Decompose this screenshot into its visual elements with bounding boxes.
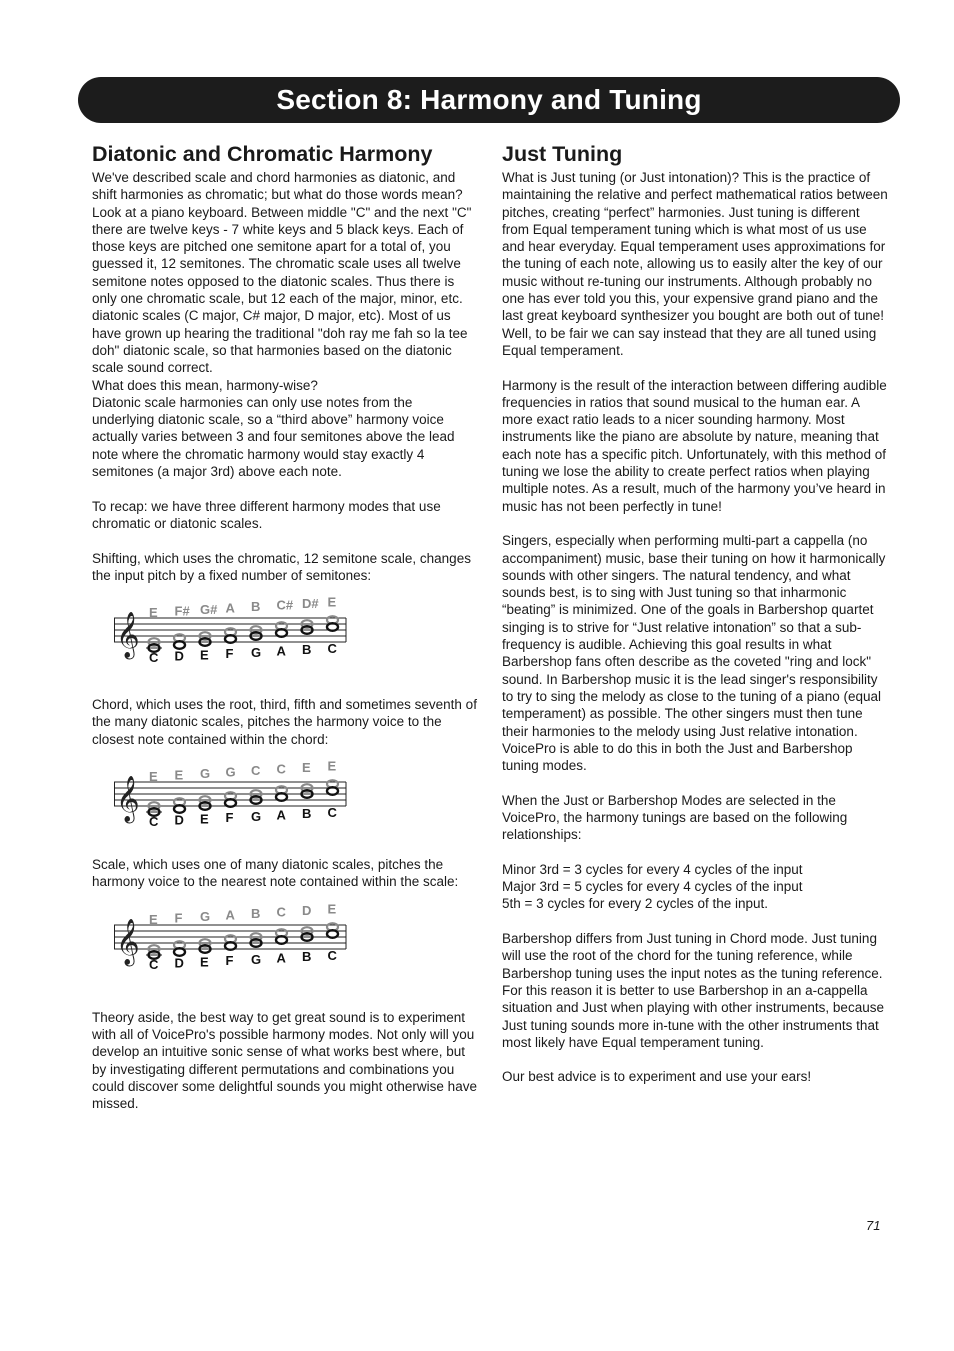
shift-mode-staff <box>92 584 478 696</box>
harmony-note-label: E <box>149 605 158 621</box>
paragraph: Harmony is the result of the interaction between differing audible frequencies in ratios that sound musical to the human ear. A more exact ratio leads to a nicer sounding harmony. Most instruments like the piano are absolute by nature, meaning that each note has a specific pitch. Unfortunately, with this method of tuning we lose the ability to create perfect ratios when playing multiple notes. As a result, much of the harmony you’ve heard in music has not been perfectly in tune! <box>502 377 887 514</box>
paragraph: What is Just tuning (or Just intonation)? This is the practice of maintaining the relative and perfect mathematical ratios between pitches, creating “perfect” harmonies. Just tuning is different from Equal temperament tuning which is what most of us use and hear everyday. Equal temperament uses approximations for the tuning of each note, allowing us to easily alter the key of our music without re-tuning our instruments. Although probably no one has ever told you this, your expensive grand piano and the last great keyboard synthesizer you bought are both out of tune! Well, to be fair we can say instead that they are all tuned using Equal temperament. <box>502 170 888 358</box>
harmony-note-label: F <box>174 910 183 926</box>
harmony-note-label: D# <box>302 596 319 612</box>
paragraph: When the Just or Barbershop Modes are selected in the VoicePro, the harmony tunings are based on the following relationships: <box>502 792 848 843</box>
lead-note-label: A <box>276 950 286 966</box>
paragraph: Shifting, which uses the chromatic, 12 semitone scale, changes the input pitch by a fixed number of semitones: <box>92 550 471 583</box>
harmony-note-label: F# <box>174 603 190 619</box>
harmony-note-label: B <box>251 599 261 615</box>
lead-note-label: E <box>200 954 209 970</box>
lead-note <box>276 629 287 637</box>
paragraph: Theory aside, the best way to get great sound is to experiment with all of VoicePro's possible harmony modes. Not only will you develop an intuitive sonic sense of what works best where, but by investigating different permutations and combinations you could discover some delightful sounds you might otherwise have missed. <box>92 1009 477 1112</box>
harmony-note-label: E <box>149 769 158 785</box>
paragraph: Scale, which uses one of many diatonic scales, pitches the harmony voice to the nearest note contained within the scale: <box>92 857 459 890</box>
harmony-note-label: C <box>251 763 261 779</box>
lead-note <box>327 623 338 631</box>
chord-mode-staff <box>92 748 478 856</box>
lead-note-label: G <box>251 951 262 967</box>
lead-note-label: D <box>174 648 184 664</box>
harmony-note-label: G <box>200 766 211 782</box>
paragraph: Look at a piano keyboard. Between middle "C" and the next "C" there are twelve keys - 7 white keys and 5 black keys. Each of those keys are pitched one semitone apart for a total of, you guessed it, 12 semitones. The chromatic scale uses all twelve semitone notes opposed to the diatonic scales. Thus there is only one chromatic scale, but 12 each of the major, minor, etc. diatonic scales (C major, C# major, D major, etc). Most of us have grown up hearing the traditional "doh ray me fah so la tee doh" diatonic scale, so that harmonies based on the diatonic scale sound correct. <box>92 204 472 376</box>
scale-mode-staff <box>92 891 478 1009</box>
lead-note-label: D <box>174 955 184 971</box>
lead-note <box>276 936 287 944</box>
ratio-line: 5th = 3 cycles for every 2 cycles of the input. <box>502 896 769 912</box>
lead-note-label: E <box>200 647 209 663</box>
paragraph: Our best advice is to experiment and use your ears! <box>502 1069 812 1085</box>
harmony-note-label: G# <box>200 602 218 618</box>
harmony-note-label: G <box>200 908 211 924</box>
lead-note-label: G <box>251 644 262 660</box>
harmony-note-label: C <box>276 904 286 920</box>
page-number: 71 <box>866 1218 881 1233</box>
lead-note-label: G <box>251 808 262 824</box>
ratio-line: Major 3rd = 5 cycles for every 4 cycles of the input <box>502 879 803 895</box>
heading-just-tuning: Just Tuning <box>502 142 623 166</box>
harmony-note-label: E <box>327 760 337 774</box>
lead-note <box>225 635 236 643</box>
left-column <box>92 142 478 1112</box>
section-title: Section 8: Harmony and Tuning <box>276 84 702 115</box>
treble-clef-icon: 𝄞 <box>116 777 140 822</box>
ratio-line: Minor 3rd = 3 cycles for every 4 cycles of the input <box>502 861 803 877</box>
lead-note-label: D <box>174 812 184 828</box>
lead-note-label: C <box>149 814 159 830</box>
lead-note-label: C <box>327 804 337 820</box>
lead-note-label: C <box>327 641 337 657</box>
lead-note <box>174 805 185 813</box>
harmony-note-label: E <box>174 767 184 783</box>
harmony-note-label: E <box>149 911 158 927</box>
harmony-note-label: E <box>327 902 337 917</box>
paragraph: Barbershop differs from Just tuning in Chord mode. Just tuning will use the root of the chord for the tuning reference, while Barbershop tuning uses the input notes as the tuning reference. For this reason it is better to use Barbershop in an a-cappella situation and Just when playing with other instruments, because Just tuning sounds more in-tune with the other instruments that most likely have Equal temperament tuning. <box>502 931 884 1050</box>
lead-note-label: F <box>225 810 234 826</box>
lead-note-label: F <box>225 646 234 662</box>
lead-note-label: B <box>302 948 312 964</box>
paragraph: Diatonic scale harmonies can only use notes from the underlying diatonic scale, so a “third above” harmony voice actually varies between 3 and four semitones above the lead note where the chromatic harmony would stay exactly 4 semitones (a major 3rd) above each note. <box>92 394 455 480</box>
music-staff <box>114 760 374 850</box>
paragraph: Singers, especially when performing multi-part a cappella (no accompaniment) music, base their tuning on how it harmonically sounds with other singers. The natural tendency, and what sounds best, is to sing with Just tuning so that inharmonic “beating” is minimized. One of the goals in Barbershop quartet singing is to strive for “Just relative intonation” so that a sub-frequency is audible. Achieving this goal results in what Barbershop fans often describe as the coveted "ring and lock" sound. In Barbershop music it is the lead singer's responsibility to try to sing the melody as close to the tuning of a piano (equal temperament) as possible. The other singers must then tune their harmonies to the melody using Just relative intonation. VoicePro is able to do this in both the Just and Barbershop tuning modes. <box>502 533 886 774</box>
harmony-note-label: G <box>225 764 236 780</box>
lead-note-label: C <box>149 956 159 972</box>
lead-note <box>225 942 236 950</box>
harmony-note-label: D <box>302 902 312 918</box>
lead-note-label: E <box>200 811 209 827</box>
treble-clef-icon: 𝄞 <box>116 613 140 658</box>
harmony-note-label: A <box>225 907 235 923</box>
lead-note <box>327 787 338 795</box>
lead-note-label: C <box>327 947 337 963</box>
music-staff <box>114 903 374 993</box>
harmony-note-label: C <box>276 761 286 777</box>
harmony-note-label: A <box>225 600 235 616</box>
harmony-note-label: E <box>302 760 311 776</box>
lead-note <box>174 641 185 649</box>
lead-note <box>174 948 185 956</box>
treble-clef-icon: 𝄞 <box>116 919 140 964</box>
lead-note-label: F <box>225 952 234 968</box>
lead-note-label: A <box>276 643 286 659</box>
paragraph: To recap: we have three different harmony modes that use chromatic or diatonic scales. <box>92 498 441 531</box>
lead-note-label: A <box>276 807 286 823</box>
right-column <box>502 142 888 1086</box>
lead-note <box>225 799 236 807</box>
section-banner <box>78 77 900 123</box>
lead-note <box>276 793 287 801</box>
harmony-note-label: C# <box>276 597 294 613</box>
harmony-note-label: E <box>327 596 337 610</box>
paragraph: Chord, which uses the root, third, fifth and sometimes seventh of the many diatonic scales, pitches the harmony voice to the closest note contained within the chord: <box>92 697 477 747</box>
paragraph: What does this mean, harmony-wise? <box>92 377 318 393</box>
harmony-note-label: B <box>251 905 261 921</box>
lead-note-label: C <box>149 650 159 666</box>
heading-diatonic-chromatic: Diatonic and Chromatic Harmony <box>92 142 433 166</box>
lead-note-label: B <box>302 806 312 822</box>
paragraph: We've described scale and chord harmonies as diatonic, and shift harmonies as chromatic; but what do those words mean? <box>92 170 463 203</box>
music-staff <box>114 596 374 686</box>
lead-note <box>327 930 338 938</box>
lead-note-label: B <box>302 642 312 658</box>
